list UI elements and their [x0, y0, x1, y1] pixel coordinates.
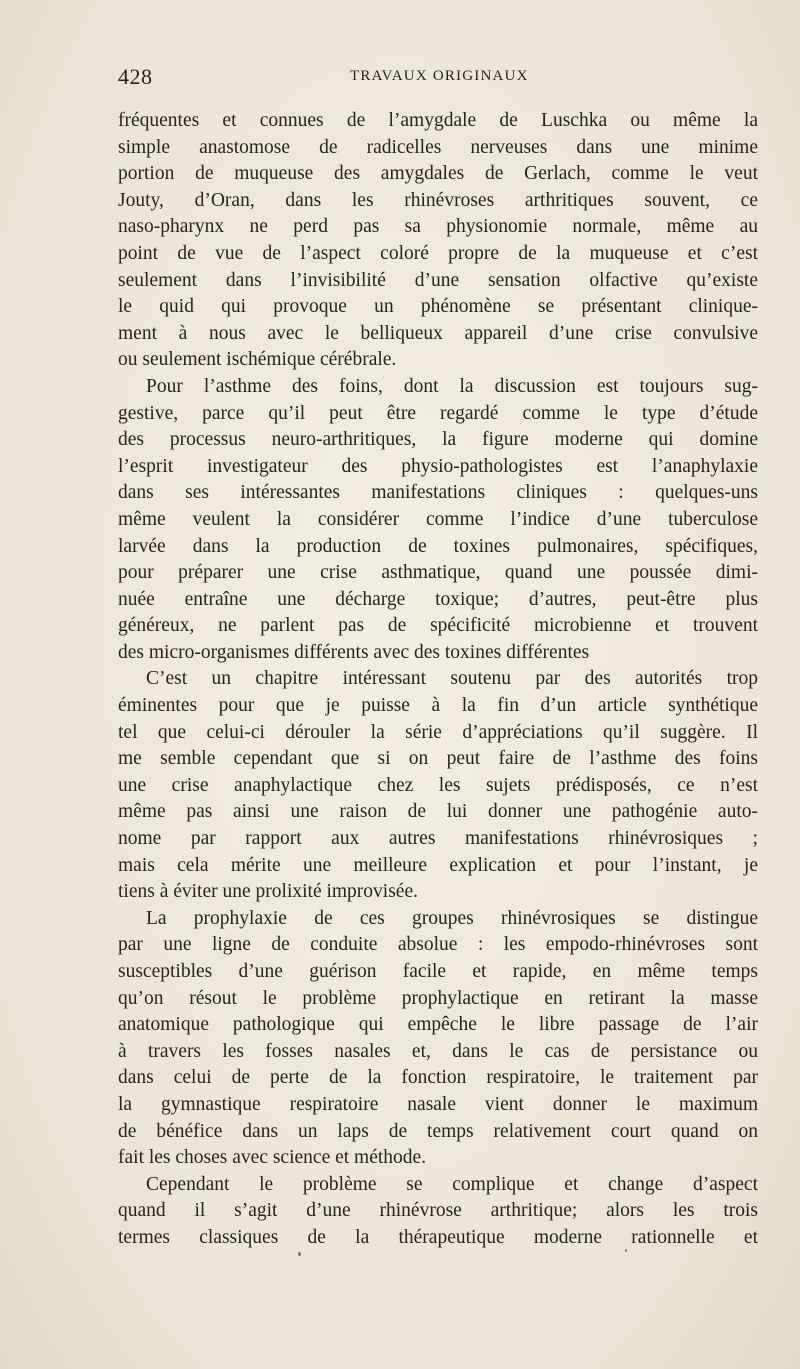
text-line: fait les choses avec science et méthode.: [118, 1147, 427, 1169]
text-line: mais cela mérite une meilleure explication et pour l’instant, je: [118, 854, 758, 876]
text-line: Pour l’asthme des foins, dont la discussion est toujours sug-: [146, 375, 758, 397]
text-line: généreux, ne parlent pas de spécificité microbienne et trouvent: [118, 615, 758, 637]
text-line: anatomique pathologique qui empêche le libre passage de l’air: [118, 1014, 758, 1036]
text-line: larvée dans la production de toxines pulmonaires, spécifiques,: [118, 535, 758, 557]
text-line: tel que celui-ci dérouler la série d’appréciations qu’il suggère. Il: [118, 721, 758, 743]
text-line: même veulent la considérer comme l’indice d’une tuberculose: [118, 508, 758, 530]
text-line: point de vue de l’aspect coloré propre de la muqueuse et c’est: [118, 242, 758, 264]
text-line: termes classiques de la thérapeutique moderne rationnelle et: [118, 1226, 758, 1248]
text-line: des micro-organismes différents avec des toxines différentes: [118, 641, 590, 663]
text-line: Cependant le problème se complique et change d’aspect: [146, 1173, 758, 1195]
text-line: l’esprit investigateur des physio-pathologistes est l’anaphylaxie: [118, 455, 758, 477]
text-line: le quid qui provoque un phénomène se présentant clinique-: [118, 296, 758, 318]
ink-speck: [298, 1252, 301, 1256]
text-line: ou seulement ischémique cérébrale.: [118, 349, 397, 371]
text-line: susceptibles d’une guérison facile et rapide, en même temps: [118, 961, 758, 982]
page-number: 428: [118, 64, 153, 89]
text-line: tiens à éviter une prolixité improvisée.: [118, 881, 418, 903]
page-header: [118, 64, 758, 94]
text-line: la gymnastique respiratoire nasale vient donner le maximum: [118, 1093, 758, 1115]
text-line: par une ligne de conduite absolue : les empodo-rhinévroses sont: [118, 934, 758, 956]
text-line: à travers les fosses nasales et, dans le cas de persistance ou: [118, 1040, 758, 1062]
text-line: éminentes pour que je puisse à la fin d’un article synthétique: [118, 695, 758, 717]
text-line: portion de muqueuse des amygdales de Gerlach, comme le veut: [118, 163, 758, 185]
text-line: simple anastomose de radicelles nerveuses dans une minime: [118, 136, 758, 158]
text-line: de bénéfice dans un laps de temps relativement court quand on: [118, 1120, 758, 1142]
text-line: La prophylaxie de ces groupes rhinévrosiques se distingue: [146, 907, 758, 929]
text-line: même pas ainsi une raison de lui donner une pathogénie auto-: [118, 801, 758, 823]
text-line: fréquentes et connues de l’amygdale de Luschka ou même la: [118, 110, 758, 131]
text-line: me semble cependant que si on peut faire de l’asthme des foins: [118, 748, 758, 770]
running-head: TRAVAUX ORIGINAUX: [350, 68, 529, 84]
text-line: quand il s’agit d’une rhinévrose arthritique; alors les trois: [118, 1200, 758, 1222]
text-line: C’est un chapitre intéressant soutenu par des autorités trop: [146, 668, 758, 690]
text-line: nome par rapport aux autres manifestations rhinévrosiques ;: [118, 828, 758, 850]
text-line: dans ses intéressantes manifestations cliniques : quelques-uns: [118, 482, 758, 504]
text-line: qu’on résout le problème prophylactique en retirant la masse: [118, 987, 758, 1009]
text-line: naso-pharynx ne perd pas sa physionomie normale, même au: [118, 216, 758, 238]
text-line: seulement dans l’invisibilité d’une sensation olfactive qu’existe: [118, 269, 758, 291]
body-text: [118, 108, 758, 1252]
text-line: des processus neuro-arthritiques, la figure moderne qui domine: [118, 429, 758, 451]
text-line: gestive, parce qu’il peut être regardé comme le type d’étude: [118, 402, 758, 424]
text-line: une crise anaphylactique chez les sujets prédisposés, ce n’est: [118, 774, 758, 796]
ink-speck: [625, 1249, 627, 1252]
text-line: dans celui de perte de la fonction respiratoire, le traitement par: [118, 1067, 758, 1089]
text-line: Jouty, d’Oran, dans les rhinévroses arthritiques souvent, ce: [118, 189, 758, 211]
text-line: nuée entraîne une décharge toxique; d’autres, peut-être plus: [118, 588, 758, 610]
text-line: pour préparer une crise asthmatique, quand une poussée dimi-: [118, 562, 758, 584]
text-line: ment à nous avec le belliqueux appareil d’une crise convulsive: [118, 322, 758, 344]
